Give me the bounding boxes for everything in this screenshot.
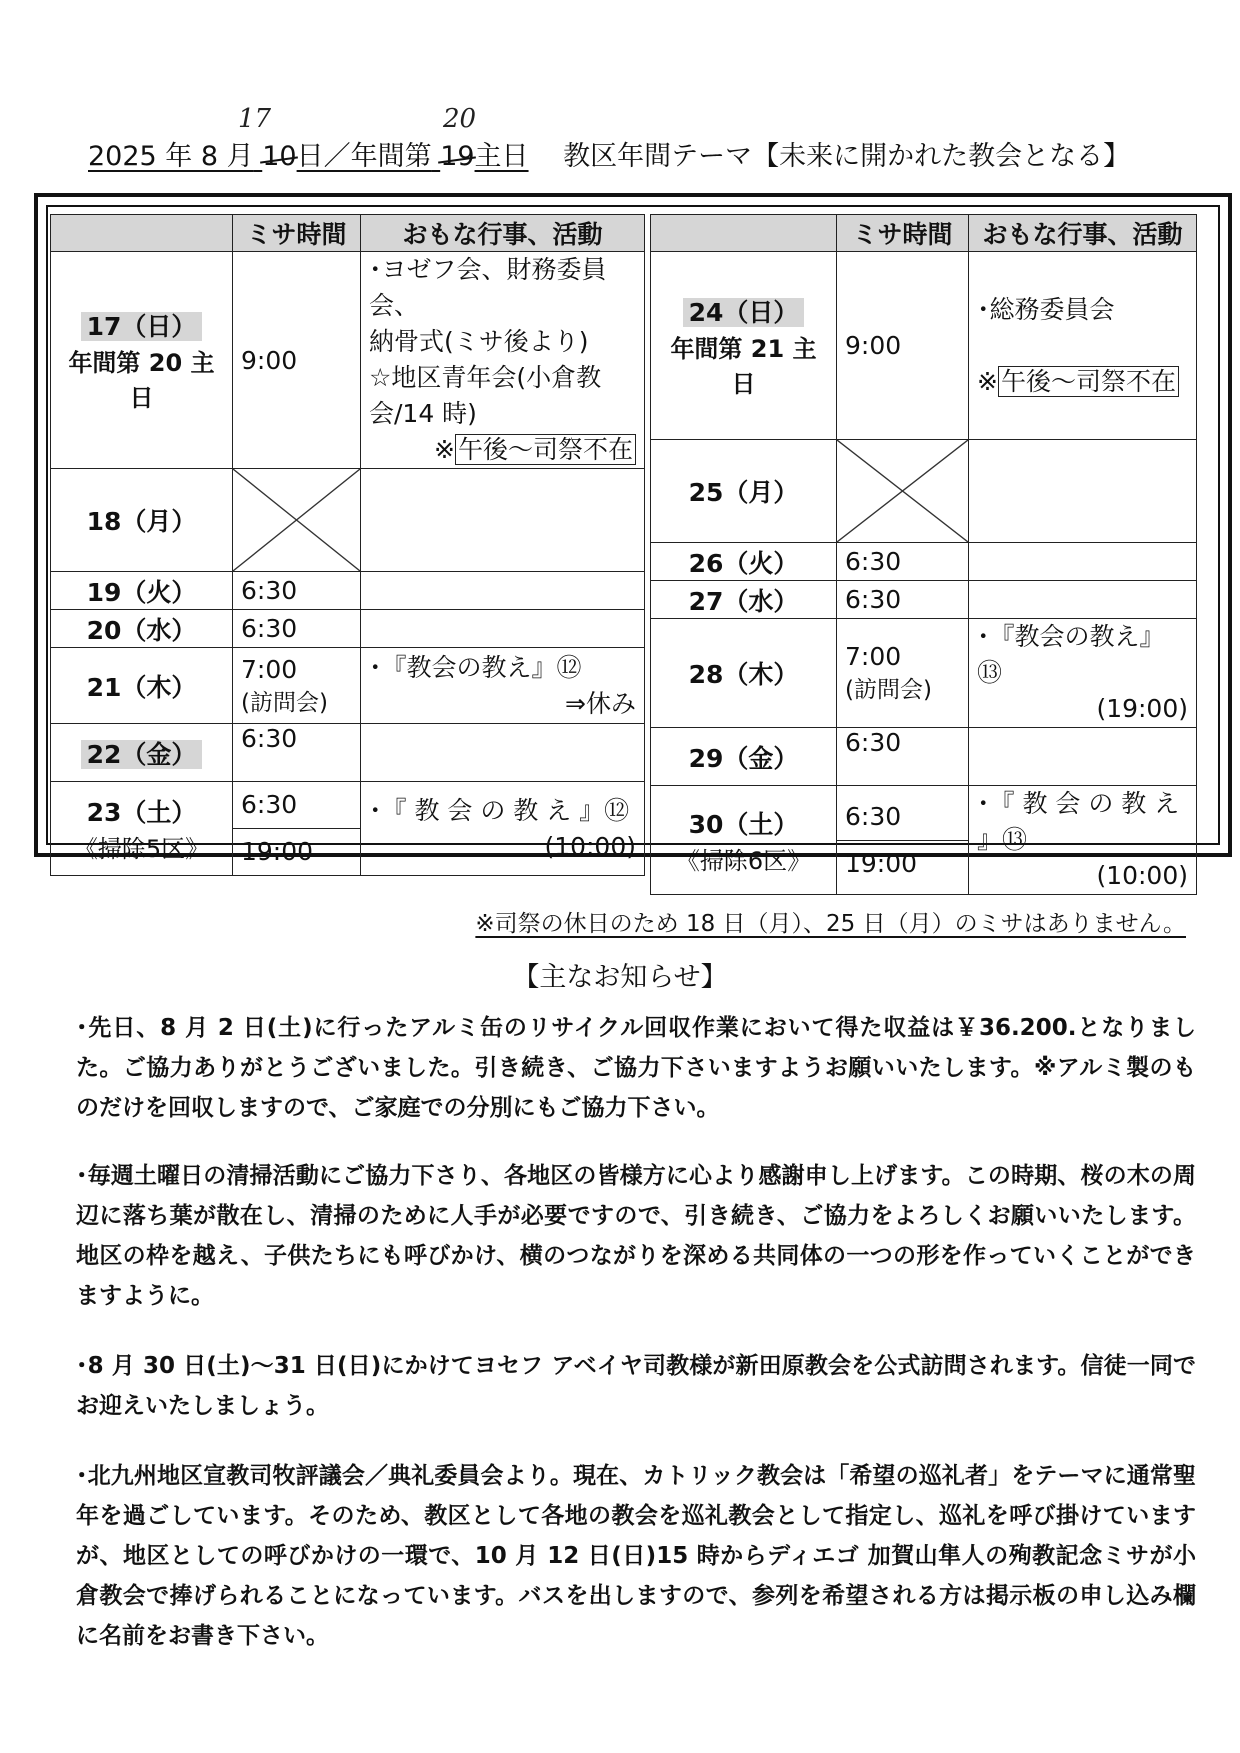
page-title [88,140,1130,174]
header-mass-time: ミサ時間 [233,215,361,252]
day-label: 26（火） [651,543,837,581]
sunday-name: 年間第 20 主日 [68,349,215,412]
header-mass-time: ミサ時間 [837,215,969,252]
day-label: 29（金） [651,728,837,786]
day-label: 20（水） [51,610,233,648]
table-row [51,724,645,782]
table-row [51,572,645,610]
table-row [651,543,1197,581]
sunday-name: 年間第 21 主日 [670,334,817,398]
table-row [651,252,1197,440]
notices-heading: 【主なお知らせ】 [512,962,728,993]
table-row [51,469,645,572]
header-activities: おもな行事、活動 [361,215,645,252]
table-row [51,610,645,648]
struck-old-day: 10 [262,141,297,172]
activity-cell: ･ヨゼフ会、財務委員会、 納骨式(ミサ後より) ☆地区青年会(小倉教会/14 時) ※ 午後～司祭不在 [361,252,645,469]
mass-time: 6:30 [837,794,968,841]
notice-paragraph: ･毎週土曜日の清掃活動にご協力下さり、各地区の皆様方に心より感謝申し上げます。この時期、桜の木の周辺に落ち葉が散在し、清掃のために人手が必要ですので、引き続き、ご協力をよろしくお願いいたします。地区の枠を越え、子供たちにも呼びかけ、横のつながりを深める共同体の一つの形を作っていくことができますように。 [76,1163,1196,1309]
day-label: 25（月） [651,440,837,543]
no-mass-cross [837,440,969,543]
mass-time: 9:00 [837,252,969,440]
day-label: 19（火） [51,572,233,610]
mass-time: 19:00 [845,848,918,878]
table-row [651,786,1197,895]
day-label: 28（木） [651,619,837,728]
mass-time: 6:30 [837,543,969,581]
activity-cell: ･総務委員会 ※ 午後～司祭不在 [969,252,1197,440]
mass-time: 6:30 [233,724,361,782]
day-label: 17（日） [81,312,203,341]
table-row [51,252,645,469]
handwritten-week-correction: 20 [443,104,477,134]
activity-cell: ･『 教 会 の 教 え 』⑫ (10:00) [361,782,645,876]
title-date: 2025 年 8 月 10日／年間第 19主日 [88,141,529,172]
activity-cell: ･『教会の教え』⑫ ⇒休み [361,648,645,724]
mass-time: 6:30 [837,728,969,786]
cleaning-district: 《掃除6区》 [675,846,812,875]
mass-time: 6:30 [233,572,361,610]
mass-note: (訪問会) [845,677,932,703]
mass-time: 19:00 [241,837,314,866]
mass-time: 7:00 [241,654,298,684]
table-row [651,728,1197,786]
table-header-row [651,215,1197,252]
diocese-theme: 教区年間テーマ【未来に開かれた教会となる】 [563,141,1131,172]
no-mass-footnote: ※司祭の休日のため 18 日（月）、25 日（月）のミサはありません。 [475,911,1186,937]
table-row [651,581,1197,619]
table-row [51,648,645,724]
day-label: 30（土） [688,809,799,839]
mass-time: 7:00 [845,642,902,671]
priest-absent-note: 午後～司祭不在 [455,434,636,465]
day-label: 24（日） [683,298,805,327]
mass-time: 9:00 [233,252,361,469]
notice-paragraph: ･先日、8 月 2 日(土)に行ったアルミ缶のリサイクル回収作業において得た収益は￥36.200.となりました。ご協力ありがとうございました。引き続き、ご協力下さいますようお願いいたします。※アルミ製のものだけを回収しますので、ご家庭での分別にもご協力下さい。 [76,1015,1196,1121]
schedule-table-left [50,214,645,876]
notice-paragraph: ･北九州地区宣教司牧評議会／典礼委員会より。現在、カトリック教会は「希望の巡礼者」をテーマに通常聖年を過ごしています。そのため、教区として各地の教会を巡礼教会として指定し、巡礼を呼び掛けていますが、地区としての呼びかけの一環で、10 月 12 日(日)15 時からディエゴ 加賀山隼人の殉教記念ミサが小倉教会で捧げられることになっています。バスを出しますので、参列を希望される方は掲示板の申し込み欄に名前をお書き下さい。 [76,1463,1196,1649]
mass-time: 6:30 [233,782,360,829]
cleaning-district: 《掃除5区》 [73,835,210,863]
struck-old-week: 19 [440,141,475,172]
day-label: 18（月） [51,469,233,572]
mass-time: 6:30 [837,581,969,619]
day-label: 23（土） [86,798,197,827]
day-label: 27（水） [651,581,837,619]
activity-cell: ･『教会の教え』⑬ (19:00) [969,619,1197,728]
table-row [651,440,1197,543]
day-label: 21（木） [51,648,233,724]
notice-paragraph: ･8 月 30 日(土)～31 日(日)にかけてヨセフ アベイヤ司教様が新田原教会を公式訪問されます。信徒一同でお迎えいたしましょう。 [76,1353,1196,1419]
table-row [51,782,645,876]
no-mass-cross [233,469,361,572]
table-header-row [51,215,645,252]
handwritten-day-correction: 17 [238,104,272,134]
priest-absent-note: 午後～司祭不在 [998,366,1179,397]
table-row [651,619,1197,728]
mass-note: (訪問会) [241,689,328,716]
activity-cell: ･『 教 会 の 教 え 』⑬ (10:00) [969,786,1197,895]
day-label: 22（金） [81,740,203,769]
schedule-table-right [650,214,1197,895]
mass-time: 6:30 [233,610,361,648]
header-activities: おもな行事、活動 [969,215,1197,252]
